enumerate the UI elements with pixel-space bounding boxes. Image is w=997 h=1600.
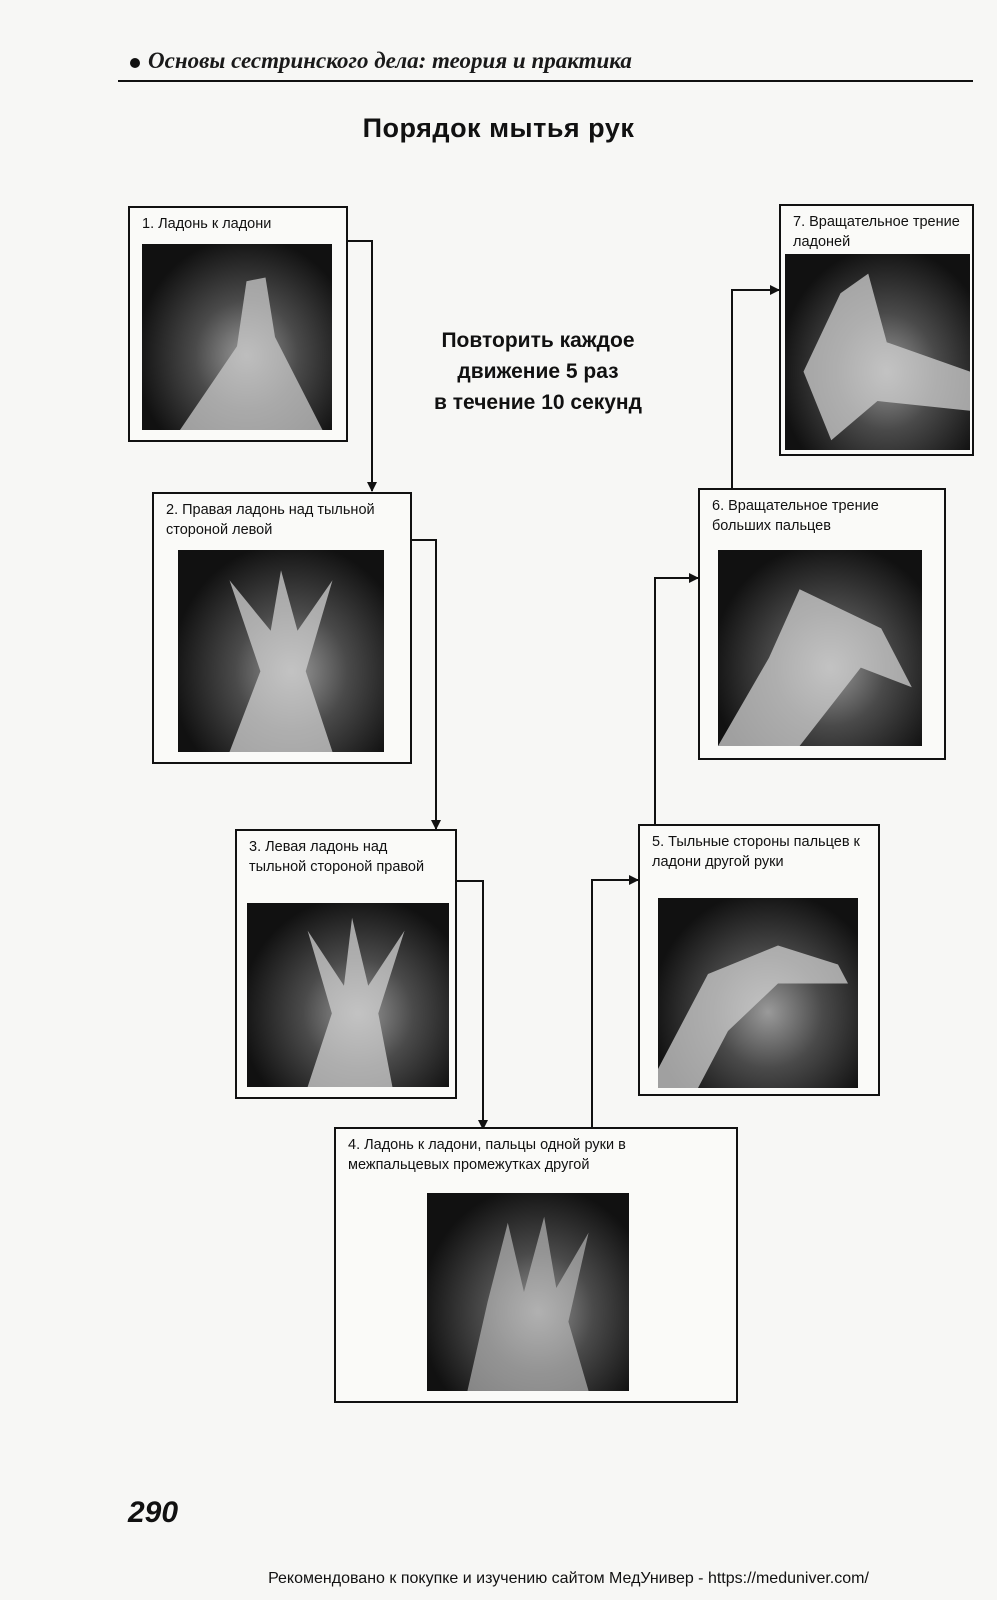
step-1-label: 1. Ладонь к ладони xyxy=(142,216,272,232)
footer-note: Рекомендовано к покупке и изучению сайтом МедУнивер - https://meduniver.com/ xyxy=(268,1570,869,1587)
bullet-icon xyxy=(130,58,140,68)
arrow-5-to-6 xyxy=(655,578,698,824)
page-title: Порядок мытья рук xyxy=(362,113,635,143)
arrow-3-to-4 xyxy=(455,881,483,1129)
step-5-photo xyxy=(658,898,858,1088)
step-2-card xyxy=(152,492,412,764)
step-4-label: 4. Ладонь к ладони, пальцы одной руки в межпальцевых промежутках другой xyxy=(348,1137,626,1173)
step-3-card xyxy=(235,829,457,1099)
step-1-photo xyxy=(142,244,332,430)
repeat-note-line: движение 5 раз xyxy=(457,360,619,383)
arrow-4-to-5 xyxy=(592,880,638,1129)
step-6-photo xyxy=(718,550,922,746)
step-4-photo xyxy=(427,1193,629,1391)
step-7-card xyxy=(779,204,974,456)
step-2-label: 2. Правая ладонь над тыльной стороной левой xyxy=(166,502,375,538)
step-6-label: 6. Вращательное трение больших пальцев xyxy=(712,498,879,534)
step-2-photo xyxy=(178,550,384,752)
step-6-card xyxy=(698,488,946,760)
step-4-card xyxy=(334,1127,738,1403)
arrow-2-to-3 xyxy=(410,540,436,829)
repeat-note xyxy=(393,325,683,418)
running-header xyxy=(118,48,973,82)
step-7-photo xyxy=(785,254,970,450)
arrow-6-to-7 xyxy=(732,290,779,488)
step-7-label: 7. Вращательное трение ладоней xyxy=(793,214,960,250)
page-number: 290 xyxy=(128,1496,179,1529)
step-3-photo xyxy=(247,903,449,1087)
step-1-card xyxy=(128,206,348,442)
step-5-card xyxy=(638,824,880,1096)
repeat-note-line: в течение 10 секунд xyxy=(434,391,642,414)
running-title: Основы сестринского дела: теория и практика xyxy=(148,48,632,73)
arrow-1-to-2 xyxy=(346,241,372,491)
repeat-note-line: Повторить каждое xyxy=(441,329,635,352)
step-3-label: 3. Левая ладонь над тыльной стороной правой xyxy=(249,839,425,875)
step-5-label: 5. Тыльные стороны пальцев к ладони другой руки xyxy=(652,834,860,870)
